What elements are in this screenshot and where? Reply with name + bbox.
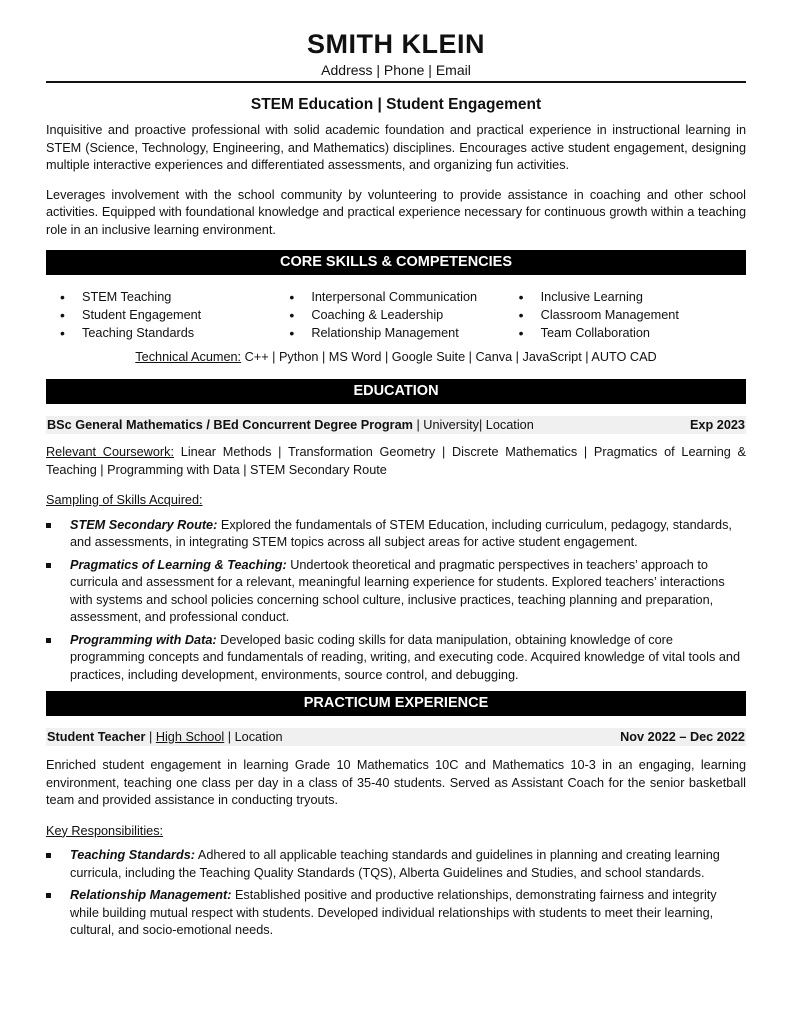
skill-item: • STEM Teaching [58,288,287,306]
coursework [46,444,746,479]
square-bullet-icon [46,853,51,858]
contact-line: Address | Phone | Email [321,62,471,78]
technical-acumen [46,349,746,366]
skills-column-2 [287,288,516,342]
skill-item: • Coaching & Leadership [287,306,516,324]
candidate-name: SMITH KLEIN [307,29,485,59]
school-name: High School [155,730,225,744]
skills-grid [46,288,746,342]
square-bullet-icon [46,563,51,568]
education-entry-header [46,416,746,434]
section-header-education: EDUCATION [46,379,746,404]
resume-page [46,28,746,945]
item-title: Pragmatics of Learning & Teaching: [70,557,287,572]
degree-title: BSc General Mathematics / BEd Concurrent Degree Program [47,418,413,432]
headline: STEM Education | Student Engagement [250,96,542,113]
skill-item: • Student Engagement [58,306,287,324]
technical-acumen-value: C++ | Python | MS Word | Google Suite | Canva | JavaScript | AUTO CAD [241,350,657,364]
practicum-bullets [46,847,746,940]
item-title: Programming with Data: [70,632,217,647]
square-bullet-icon [46,523,51,528]
section-header-practicum: PRACTICUM EXPERIENCE [46,691,746,716]
practicum-summary: Enriched student engagement in learning Grade 10 Mathematics 10C and Mathematics 10-3 in an engaging, learning environment, teaching one class per day in a class of 35-40 students. Served as Assistant Coach for the senior basketball team and provided assistance in conducting tryouts. [46,758,746,807]
skill-item: • Interpersonal Communication [287,288,516,306]
section-header-skills: CORE SKILLS & COMPETENCIES [46,250,746,275]
list-item [46,557,746,627]
skill-item: • Classroom Management [517,306,746,324]
skill-item: • Inclusive Learning [517,288,746,306]
summary-paragraph-2: Leverages involvement with the school community by volunteering to provide assistance in coaching and other school activities. Equipped with foundational knowledge and practical experience necessary for continuous growth within a teaching role in an inclusive learning environment. [46,187,746,237]
square-bullet-icon [46,893,51,898]
skills-column-3 [517,288,746,342]
item-text: Explored the fundamentals of STEM Education, including curriculum, pedagogy, standards, and assessments, in integrating STEM topics across all subject areas for active student engagement. [70,517,732,549]
key-responsibilities-label: Key Responsibilities: [46,823,164,838]
degree-line [47,416,534,434]
square-bullet-icon [46,638,51,643]
skill-item: • Relationship Management [287,324,516,342]
role-title: Student Teacher [47,730,146,744]
item-title: STEM Secondary Route: [70,517,218,532]
coursework-label: Relevant Coursework: [46,445,175,459]
summary-paragraph-1: Inquisitive and proactive professional with solid academic foundation and practical experience in instructional learning in STEM (Science, Technology, Engineering, and Mathematics) disciplines. Encourages active student engagement, designing multiple interactive experiences and differentiated assessments, and organizing fun activities. [46,123,746,172]
role-line [47,728,283,746]
separator: | [145,730,156,744]
education-bullets [46,517,746,685]
item-text: Adhered to all applicable teaching standards and guidelines in planning and creating learning curricula, including the Teaching Quality Standards (TQS), Alberta Guidelines and Studies, and school standards. [70,848,720,880]
coursework-list: Linear Methods | Transformation Geometry | Discrete Mathematics | Pragmatics of Learning & Teaching | Programming with Data | STEM Secondary Route [46,445,747,477]
skills-acquired-label: Sampling of Skills Acquired: [46,493,203,507]
list-item [46,632,746,685]
education-date: Exp 2023 [689,418,745,432]
location: | Location [224,730,283,744]
skills-column-1 [58,288,287,342]
list-item [46,887,746,940]
item-text: Undertook theoretical and pragmatic perspectives in teachers’ approach to curricula and assessment for a relevant, meaningful learning experience for students. Explored teachers’ interactions with systems and school policies concerning school culture, inclusive practices, teaching planning and preparation, assessment, and professional conduct. [70,557,725,624]
technical-acumen-label: Technical Acumen: [135,350,242,364]
skill-item: • Teaching Standards [58,324,287,342]
item-title: Relationship Management: [70,888,232,902]
skill-item: • Team Collaboration [517,324,746,342]
item-text: Established positive and productive relationships, demonstrating fairness and integrity while building mutual respect with students. Developed individual relationships with students to meet their learning, cultural, and socio-emotional needs. [70,888,717,937]
practicum-entry-header [46,728,746,746]
list-item [46,847,746,882]
list-item [46,517,746,552]
institution: | University| Location [412,418,534,432]
item-text: Developed basic coding skills for data manipulation, obtaining knowledge of core programming concepts and fundamentals of reading, writing, and executing code. Acquired knowledge of vital tools and practices, including development, environments, source control, and debugging. [70,632,741,682]
header-rule [46,81,746,83]
item-title: Teaching Standards: [70,848,196,862]
practicum-date: Nov 2022 – Dec 2022 [620,730,745,744]
